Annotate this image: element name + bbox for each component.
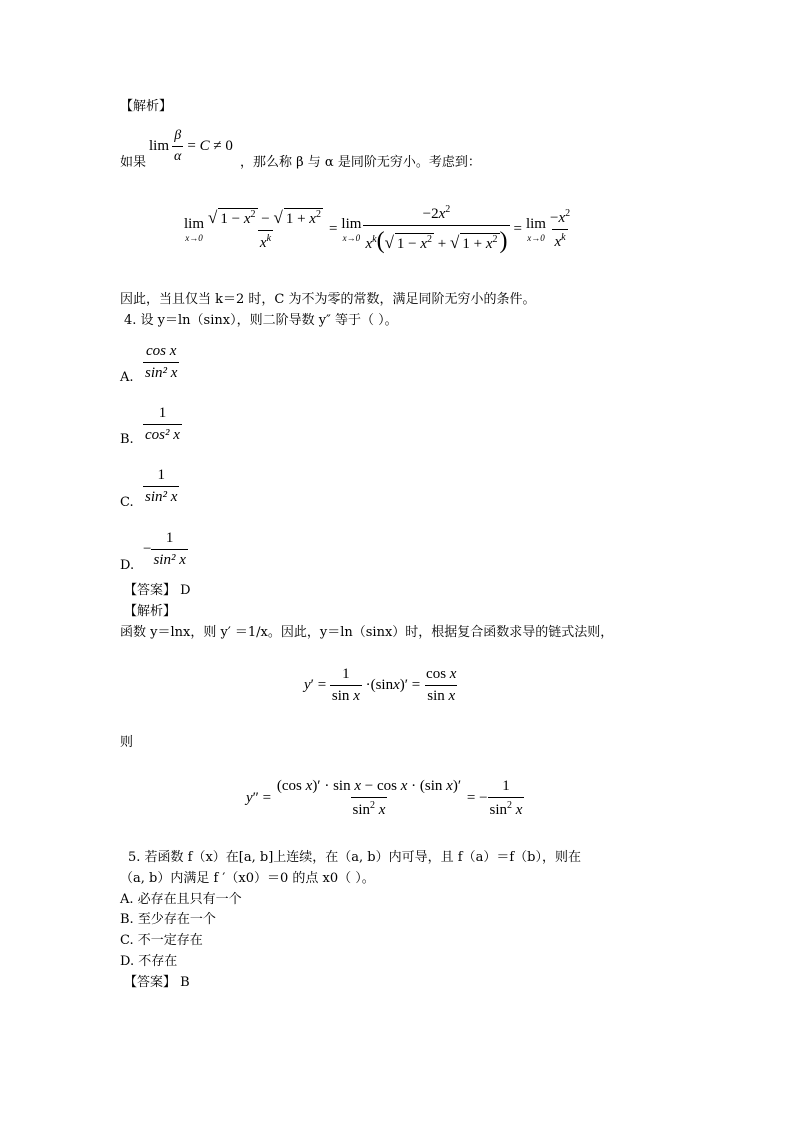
q5-option-d: D. 不存在 (120, 954, 178, 969)
limit-condition-formula: lim $\frac{\beta}{\alpha}$ = C ≠ 0 (149, 128, 233, 164)
option-b-letter: B. (120, 432, 134, 447)
option-d-letter: D. (120, 558, 135, 573)
answer-value: D (180, 583, 191, 598)
question-4-stem: 4. 设 y＝ln（sinx），则二阶导数 y″ 等于（ ）。 (124, 313, 398, 328)
option-a-fraction: $\frac{\text{cos x}}{\text{sin² x}}$ (145, 343, 178, 381)
first-derivative-formula: y ′ = $\frac{1}{\text{sin x}}$ ·(sin x )′ = $\frac{\text{cos x}}{\text{sin x}}$ (304, 666, 457, 704)
option-b-fraction: $\frac{1}{\text{cos² x}}$ (145, 405, 180, 443)
option-c-letter: C. (120, 495, 134, 510)
option-a-letter: A. (120, 370, 134, 385)
condition-suffix: ，那么称 β 与 α 是同阶无穷小。考虑到： (240, 155, 481, 170)
condition-prefix: 如果 (120, 155, 147, 170)
limit-equation: lim x→0 $\frac{√ 1 - x^2 - √ 1 + x^2}{x^k}$ = lim x→0 $\frac{-2x^2}{x^k(√ 1 - x^2 + √ 1 + x^2)}$ = lim x→0 $\frac{-x^2}{x^k}$ (184, 204, 571, 254)
q5-option-b: B. 至少存在一个 (120, 912, 216, 927)
conclusion-text: 因此，当且仅当 k＝2 时，C 为不为零的常数，满足同阶无穷小的条件。 (120, 292, 536, 307)
q5-answer: 【答案】 B (124, 975, 190, 990)
analysis-text: 函数 y＝lnx，则 y′ ＝1/x。因此，y＝ln（sinx）时，根据复合函数求导的链式法则， (120, 625, 614, 640)
then-text: 则 (120, 735, 134, 750)
answer-label: 【答案】 D (124, 583, 191, 598)
option-d-fraction: − $\frac{1}{\text{sin² x}}$ (143, 530, 186, 568)
analysis-label: 【解析】 (120, 99, 173, 114)
second-derivative-formula: y ″ = $\frac{\text{(cos x)′ · sin x − cos x · (sin x)′}}{\sin^2 x}$ = − $\frac{1}{\sin^2 x}$ (246, 778, 523, 818)
option-c-fraction: $\frac{1}{\text{sin² x}}$ (145, 467, 178, 505)
q5-answer-value: B (180, 975, 190, 990)
analysis-label: 【解析】 (124, 604, 177, 619)
question-5-stem-line2: （a, b）内满足 f ′（x0）＝0 的点 x0（ ）。 (120, 871, 375, 886)
q5-option-c: C. 不一定存在 (120, 933, 203, 948)
question-5-stem-line1: 5. 若函数 f（x）在[a, b]上连续，在（a, b）内可导，且 f（a）＝f（b），则在 (128, 850, 581, 865)
q5-option-a: A. 必存在且只有一个 (120, 892, 242, 907)
